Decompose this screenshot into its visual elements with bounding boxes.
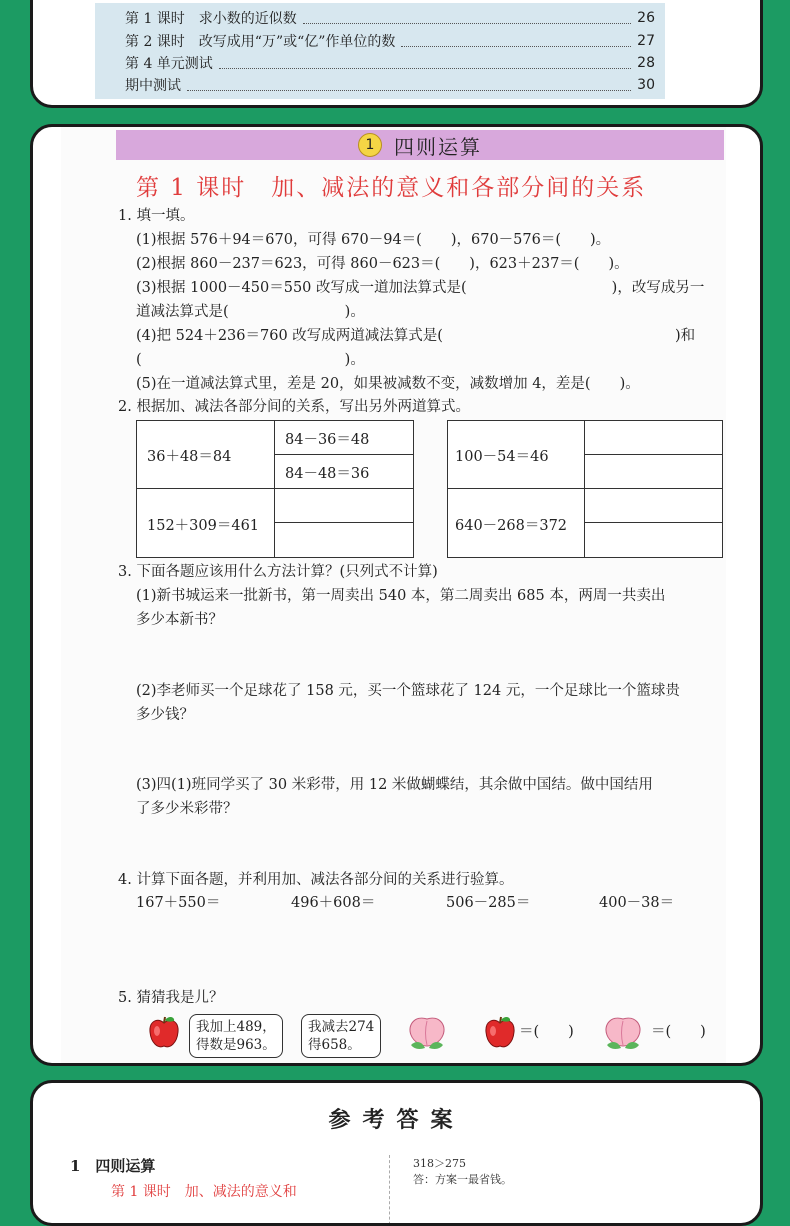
table-cell: 152＋309＝461	[147, 518, 260, 534]
q2-heading: 2. 根据加、减法各部分间的关系，写出另外两道算式。	[118, 399, 470, 415]
q4-item: 167＋550＝	[136, 895, 221, 911]
table-cell: 84－48＝36	[285, 466, 370, 482]
worksheet-card	[30, 124, 763, 1066]
q3-p1-line: 多少本新书？	[136, 612, 223, 628]
toc-item-title: 第 1 课时 求小数的近似数	[125, 11, 297, 27]
table-cell: 84－36＝48	[285, 432, 370, 448]
unit-title: 四则运算	[394, 134, 482, 159]
bubble-line: 得数是963。	[196, 1037, 276, 1053]
worksheet-page	[61, 127, 726, 1063]
answer-line: 318＞275	[413, 1157, 466, 1170]
toc-item-title: 期中测试	[125, 78, 181, 94]
q2-right-table	[447, 420, 723, 558]
toc-item-page: 28	[637, 55, 655, 71]
q5-answer: ＝( )	[651, 1024, 706, 1040]
table-cell: 36＋48＝84	[147, 449, 232, 465]
toc-list	[95, 3, 665, 99]
toc-card	[30, 0, 763, 108]
q4-item: 496＋608＝	[291, 895, 376, 911]
q1-line: ( )。	[136, 352, 365, 368]
q4-item: 400－38＝	[599, 895, 675, 911]
q1-line: (4)把 524＋236＝760 改写成两道减法算式是( )和	[136, 328, 696, 344]
q2-left-table	[136, 420, 414, 558]
speech-bubble	[301, 1014, 381, 1058]
q4-heading: 4. 计算下面各题，并利用加、减法各部分间的关系进行验算。	[118, 872, 514, 888]
toc-item	[125, 30, 655, 52]
toc-item	[125, 74, 655, 96]
q3-p3-line: (3)四(1)班同学买了 30 米彩带，用 12 米做蝴蝶结，其余做中国结。做中国结用	[136, 777, 653, 793]
q3-heading: 3. 下面各题应该用什么方法计算？(只列式不计算)	[118, 564, 438, 580]
lesson-title: 第 1 课时 加、减法的意义和各部分间的关系	[136, 175, 647, 201]
bubble-line: 我加上489，	[196, 1019, 276, 1035]
column-divider	[389, 1155, 390, 1226]
q4-item: 506－285＝	[446, 895, 531, 911]
answer-line: 答：方案一最省钱。	[413, 1173, 512, 1186]
bubble-line: 我减去274	[308, 1019, 375, 1035]
toc-item-page: 27	[637, 33, 655, 49]
q1-line: 道减法算式是( )。	[136, 304, 365, 320]
toc-item-title: 第 4 单元测试	[125, 56, 213, 72]
q1-line: (3)根据 1000－450＝550 改写成一道加法算式是( )，改写成另一	[136, 280, 705, 296]
answer-subsection: 第 1 课时 加、减法的意义和	[111, 1184, 297, 1200]
bubble-line: 得658。	[308, 1037, 361, 1053]
q5-answer: ＝( )	[519, 1024, 574, 1040]
toc-item-page: 26	[637, 10, 655, 26]
q1-line: (2)根据 860－237＝623，可得 860－623＝( )，623＋237＝( )。	[136, 256, 629, 272]
toc-item-page: 30	[637, 77, 655, 93]
toc-item-title: 第 2 课时 改写成用“万”或“亿”作单位的数	[125, 34, 396, 50]
q1-heading: 1. 填一填。	[118, 208, 195, 224]
peach-icon	[597, 1013, 649, 1053]
q1-line: (1)根据 576＋94＝670，可得 670－94＝( )，670－576＝( )。	[136, 232, 611, 248]
q3-p3-line: 了多少米彩带？	[136, 801, 238, 817]
table-cell: 640－268＝372	[455, 518, 568, 534]
apple-icon	[483, 1015, 517, 1051]
table-cell: 100－54＝46	[455, 449, 549, 465]
unit-banner	[116, 130, 724, 160]
unit-number: 1	[358, 133, 382, 157]
q1-line: (5)在一道减法算式里，差是 20，如果被减数不变，减数增加 4，差是( )。	[136, 376, 640, 392]
answer-title: 参考答案	[328, 1107, 465, 1133]
toc-item	[125, 7, 655, 29]
answer-card	[30, 1080, 763, 1226]
peach-icon	[401, 1013, 453, 1053]
speech-bubble	[189, 1014, 283, 1058]
q3-p2-line: (2)李老师买一个足球花了 158 元，买一个篮球花了 124 元，一个足球比一个篮球贵	[136, 683, 680, 699]
toc-item	[125, 52, 655, 74]
q3-p1-line: (1)新书城运来一批新书，第一周卖出 540 本，第二周卖出 685 本，两周一共卖出	[136, 588, 666, 604]
q5-heading: 5. 猜猜我是儿？	[118, 990, 224, 1006]
q3-p2-line: 多少钱？	[136, 707, 194, 723]
answer-section: 1 四则运算	[70, 1157, 156, 1175]
apple-icon	[147, 1015, 181, 1051]
